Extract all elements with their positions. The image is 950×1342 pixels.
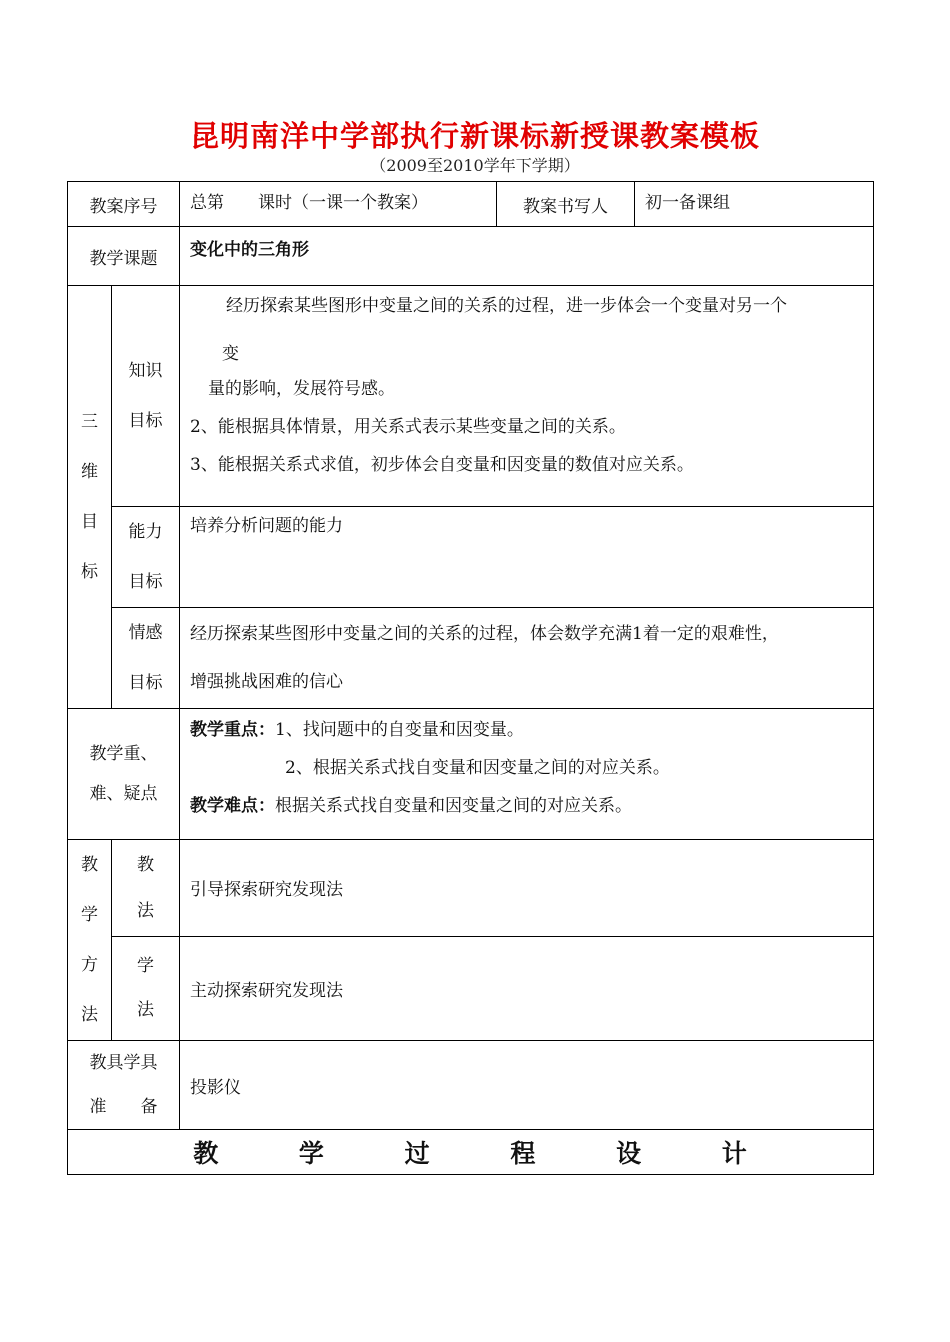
writer-value: 初一备课组 — [635, 182, 874, 227]
tools-label: 教具学具 准 备 — [68, 1041, 180, 1130]
difficulty-item: 根据关系式找自变量和因变量之间的对应关系。 — [275, 796, 632, 816]
knowledge-goal-label: 知识 目标 — [112, 286, 180, 507]
seq-value: 总第 课时（一课一个教案） — [180, 182, 497, 227]
learn-method-value: 主动探索研究发现法 — [180, 936, 874, 1040]
topic-value: 变化中的三角形 — [180, 227, 874, 286]
methods-label: 教 学 方 法 — [68, 840, 112, 1041]
document-title: 昆明南洋中学部执行新课标新授课教案模板 — [189, 119, 760, 153]
key-points-content — [180, 709, 874, 840]
knowledge-goal-row — [68, 286, 874, 507]
key-points-row — [68, 709, 874, 840]
emotion-goal-row — [68, 608, 874, 709]
topic-label: 教学课题 — [68, 227, 180, 286]
ability-goal-row — [68, 507, 874, 608]
focus-item-2: 2、根据关系式找自变量和因变量之间的对应关系。 — [285, 758, 670, 778]
ability-goal-label: 能力 目标 — [112, 507, 180, 608]
key-points-label: 教学重、 难、疑点 — [68, 709, 180, 840]
teaching-method-row — [68, 840, 874, 937]
topic-row — [68, 227, 874, 286]
tools-row — [68, 1041, 874, 1130]
focus-item-1: 1、找问题中的自变量和因变量。 — [275, 720, 524, 740]
teach-method-label: 教 法 — [112, 840, 180, 937]
writer-label: 教案书写人 — [497, 182, 635, 227]
difficulty-label: 教学难点： — [190, 796, 275, 816]
seq-label: 教案序号 — [68, 182, 180, 227]
three-dimension-goals-label: 三 维 目 标 — [68, 286, 112, 709]
header-row — [68, 182, 874, 227]
knowledge-goal-content: 经历探索某些图形中变量之间的关系的过程，进一步体会一个变量对另一个 变 量的影响，发展符号感。 2、能根据具体情景，用关系式表示某些变量之间的关系。 3、能根据关系式求值，初步体会自变量和因变量的数值对应关系。 — [180, 286, 874, 507]
learn-method-label: 学 法 — [112, 936, 180, 1040]
teach-method-value: 引导探索研究发现法 — [180, 840, 874, 937]
process-design-heading: 教 学 过 程 设 计 — [68, 1130, 874, 1175]
document-subtitle: （2009至2010学年下学期） — [370, 156, 580, 175]
tools-value: 投影仪 — [180, 1041, 874, 1130]
lesson-plan-table — [67, 181, 874, 1175]
focus-label: 教学重点： — [190, 720, 275, 740]
learning-method-row — [68, 936, 874, 1040]
process-design-row — [68, 1130, 874, 1175]
emotion-goal-content: 经历探索某些图形中变量之间的关系的过程，体会数学充满1着一定的艰难性， 增强挑战困难的信心 — [180, 608, 874, 709]
emotion-goal-label: 情感 目标 — [112, 608, 180, 709]
ability-goal-content: 培养分析问题的能力 — [180, 507, 874, 608]
